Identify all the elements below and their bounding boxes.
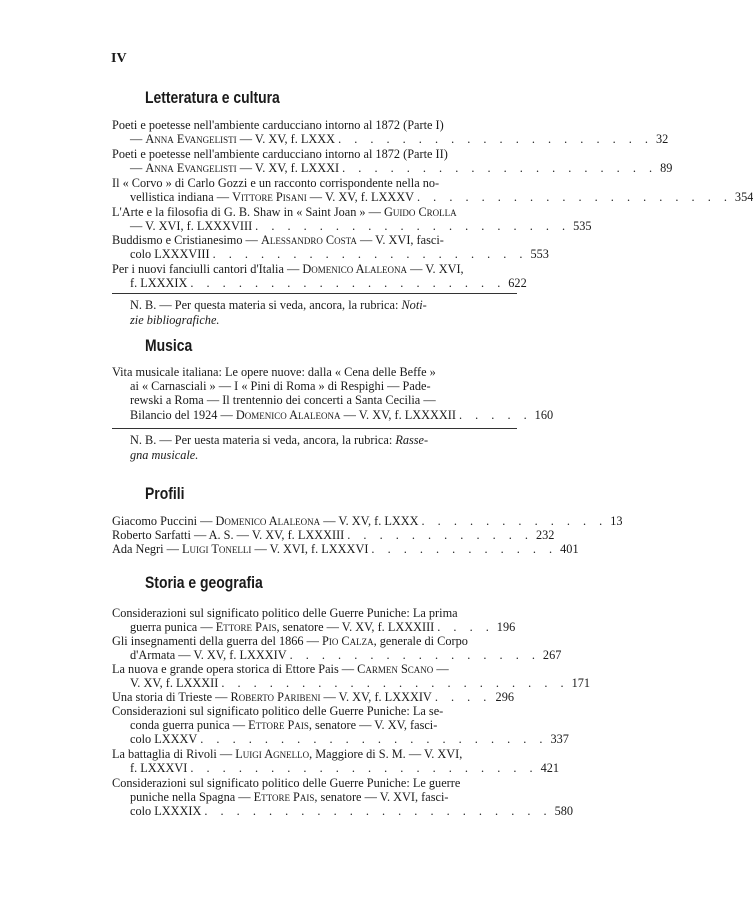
index-entry: Gli insegnamenti della guerra del 1866 — Pio Calza, generale di Corpo d'Armata — V. XV, f. LXXXIV . . . . . . . . . . . . . . . . 267 <box>112 634 562 663</box>
page-number: IV <box>111 51 127 66</box>
author-name: Ettore Pais <box>253 790 315 805</box>
page-ref: 337 <box>550 732 569 747</box>
page-ref: 535 <box>573 219 592 234</box>
index-entry: Roberto Sarfatti — A. S. — V. XV, f. LXXXIII . . . . . . . . . . . . 232 <box>112 528 555 542</box>
divider <box>112 293 517 294</box>
author-name: Carmen Scano <box>357 662 434 676</box>
section-heading-letteratura: Letteratura e cultura <box>145 88 280 107</box>
author-name: Domenico Alaleona <box>235 407 341 422</box>
nb-note: N. B. — Per questa materia si veda, ancora, la rubrica: Noti- zie bibliografiche. <box>130 298 427 327</box>
page-ref: 13 <box>610 514 623 528</box>
index-entry: Buddismo e Cristianesimo — Alessandro Costa — V. XVI, fasci- colo LXXXVIII . . . . . . . . . . . . . . . . . . . . 553 <box>112 233 549 262</box>
index-entry: Poeti e poetesse nell'ambiente carducciano intorno al 1872 (Parte II) — Anna Evangelisti — V. XV, f. LXXXI . . . . . . . . . . . . . . . . . . . . 89 <box>112 147 673 176</box>
section-heading-profili: Profili <box>145 484 185 503</box>
page-ref: 232 <box>535 528 555 542</box>
author-name: Guido Crolla <box>384 205 457 219</box>
page-ref: 553 <box>530 247 549 262</box>
page-ref: 89 <box>660 161 673 176</box>
index-entry: Il « Corvo » di Carlo Gozzi e un racconto corrispondente nella no- vellistica indiana — Vittore Pisani — V. XV, f. LXXXV . . . . . . . . . . . . . . . . . . . . 354 <box>112 176 753 205</box>
index-entry: La nuova e grande opera storica di Ettore Pais — Carmen Scano — V. XV, f. LXXXII . . . . . . . . . . . . . . . . . . . . . . 171 <box>112 662 591 691</box>
index-entry: Considerazioni sul significato politico delle Guerre Puniche: La prima guerra punica — Ettore Pais, senatore — V. XV, f. LXXXIII . . . . 196 <box>112 606 516 635</box>
author-name: Ettore Pais <box>248 718 309 733</box>
section-heading-musica: Musica <box>145 336 193 355</box>
author-name: Vittore Pisani <box>232 190 307 205</box>
page-ref: 171 <box>571 676 591 691</box>
index-entry: L'Arte e la filosofia di G. B. Shaw in « Saint Joan » — Guido Crolla — V. XVI, f. LXXXVIII . . . . . . . . . . . . . . . . . . . . 535 <box>112 205 592 234</box>
page-ref: 296 <box>495 690 514 704</box>
index-entry: Per i nuovi fanciulli cantori d'Italia — Domenico Alaleona — V. XVI, f. LXXXIX . . . . . . . . . . . . . . . . . . . . 622 <box>112 262 527 291</box>
index-entry: Giacomo Puccini — Domenico Alaleona — V. XV, f. LXXX . . . . . . . . . . . . 13 <box>112 514 623 528</box>
author-name: Domenico Alaleona <box>302 262 408 276</box>
index-entry: Ada Negri — Luigi Tonelli — V. XVI, f. LXXXVI . . . . . . . . . . . . 401 <box>112 542 579 556</box>
page-ref: 401 <box>560 542 579 556</box>
author-name: Roberto Paribeni <box>230 690 321 704</box>
nb-note: N. B. — Per uesta materia si veda, ancora, la rubrica: Rasse- gna musicale. <box>130 433 429 462</box>
page-ref: 580 <box>554 804 574 819</box>
author-name: Anna Evangelisti <box>145 161 237 176</box>
author-name: Alessandro Costa <box>260 233 357 247</box>
page-ref: 160 <box>534 407 554 422</box>
index-entry: Considerazioni sul significato politico delle Guerre Puniche: Le guerre puniche nella Spagna — Ettore Pais, senatore — V. XVI, fasci- colo LXXXIX . . . . . . . . . . . . . . . . . . . . . . 580 <box>112 776 574 819</box>
index-entry: Una storia di Trieste — Roberto Paribeni — V. XV, f. LXXXIV . . . . 296 <box>112 690 514 704</box>
index-entry: Poeti e poetesse nell'ambiente carducciano intorno al 1872 (Parte I) — Anna Evangelisti — V. XV, f. LXXX . . . . . . . . . . . . . . . . . . . . 32 <box>112 118 669 147</box>
author-name: Pio Calza <box>322 634 374 648</box>
author-name: Luigi Agnello <box>235 747 310 761</box>
page-ref: 267 <box>542 648 562 663</box>
section-heading-storia: Storia e geografia <box>145 573 263 592</box>
index-entry: Considerazioni sul significato politico delle Guerre Puniche: La se- conda guerra punica — Ettore Pais, senatore — V. XV, fasci- colo LXXXV . . . . . . . . . . . . . . . . . . . . . . 337 <box>112 704 569 747</box>
author-name: Anna Evangelisti <box>145 132 237 147</box>
page-ref: 32 <box>655 132 669 147</box>
author-name: Domenico Alaleona <box>215 514 321 528</box>
page-ref: 421 <box>540 761 560 776</box>
author-name: Luigi Tonelli <box>182 542 252 556</box>
divider <box>112 428 517 429</box>
index-entry: Vita musicale italiana: Le opere nuove: dalla « Cena delle Beffe » ai « Carnasciali » — I « Pini di Roma » di Respighi — Pade- rewski a Roma — Il trentennio dei concerti a Santa Cecilia — Bilancio del 1924 — Domenico Alaleona — V. XV, f. LXXXXII . . . . . 160 <box>112 365 554 422</box>
index-entry: La battaglia di Rivoli — Luigi Agnello, Maggiore di S. M. — V. XVI, f. LXXXVI . . . . . . . . . . . . . . . . . . . . . . 421 <box>112 747 560 776</box>
page-ref: 354 <box>734 190 753 205</box>
page-ref: 622 <box>508 276 527 291</box>
page-ref: 196 <box>496 620 516 635</box>
author-name: Ettore Pais <box>215 620 277 635</box>
